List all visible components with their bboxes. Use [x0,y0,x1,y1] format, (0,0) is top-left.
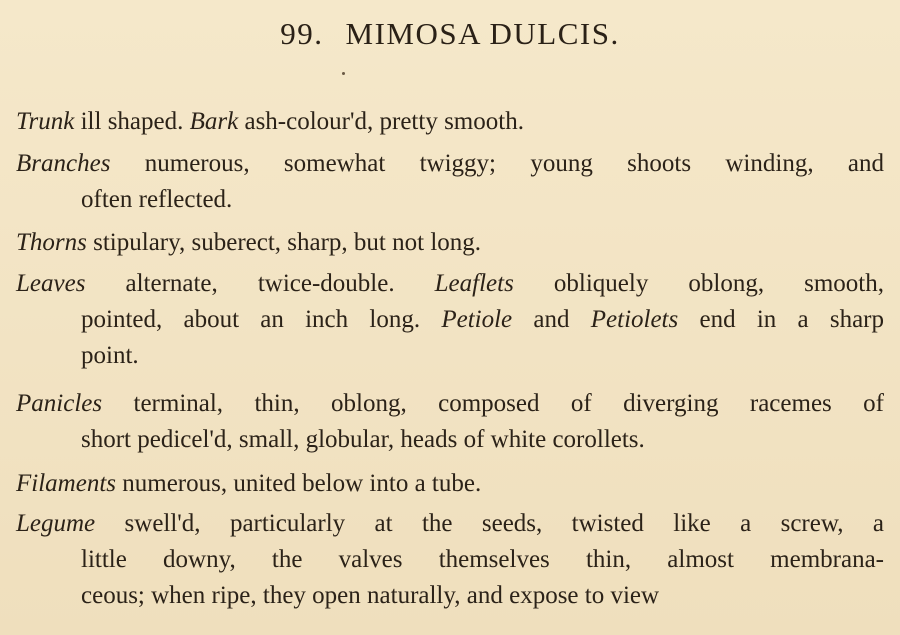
term-label: Filaments [16,470,116,497]
term-label: Branches [16,150,111,177]
entry-line [16,338,884,374]
term-label: Petiole [441,306,513,333]
entry-trunk [16,104,884,140]
species-name: MIMOSA DULCIS. [345,16,620,51]
description-text: terminal, thin, oblong, composed of diverging racemes of [102,390,884,417]
description-text: obliquely oblong, smooth, [513,270,885,297]
entry-panicles [16,386,884,458]
entry-leaves [16,266,884,374]
term-label: Panicles [16,390,103,417]
term-label: Leaves [16,270,86,297]
description-text: end in a sharp [678,306,884,333]
description-text: ill shaped. [74,108,190,135]
entry-filaments [16,466,884,502]
term-label: Bark [189,108,239,135]
entry-branches [16,146,884,218]
description-text: ceous; when ripe, they open naturally, and expose to view [81,582,660,609]
entry-line [16,266,884,302]
entry-line [16,466,884,502]
entry-line [16,182,884,218]
term-label: Thorns [16,229,87,256]
entry-thorns [16,225,884,261]
entry-legume [16,506,884,614]
description-text: ash-colour'd, pretty smooth. [238,108,524,135]
entry-line [16,146,884,182]
description-text: swell'd, particularly at the seeds, twisted like a screw, a [95,510,884,537]
term-label: Leaflets [434,270,514,297]
entry-line [16,104,884,140]
description-text: often reflected. [81,186,233,213]
entry-line [16,542,884,578]
entry-line [16,578,884,614]
description-text: alternate, twice-double. [85,270,435,297]
description-text: numerous, united below into a tube. [116,470,482,497]
entry-line [16,225,884,261]
entry-line [16,386,884,422]
entry-line [16,422,884,458]
description-text: numerous, somewhat twiggy; young shoots winding, and [110,150,884,177]
description-text: little downy, the valves themselves thin, almost membrana- [81,546,884,573]
entry-line [16,302,884,338]
description-text: stipulary, suberect, sharp, but not long. [86,229,482,256]
page-title [0,14,900,54]
description-text: short pedicel'd, small, globular, heads of white corollets. [81,426,645,453]
description-text: pointed, about an inch long. [81,306,442,333]
term-label: Petiolets [590,306,679,333]
description-text: and [512,306,591,333]
entry-line [16,506,884,542]
term-label: Legume [16,510,96,537]
description-text: point. [81,342,139,369]
term-label: Trunk [16,108,75,135]
plate-number: 99. [280,16,324,51]
ink-speck [342,72,345,75]
